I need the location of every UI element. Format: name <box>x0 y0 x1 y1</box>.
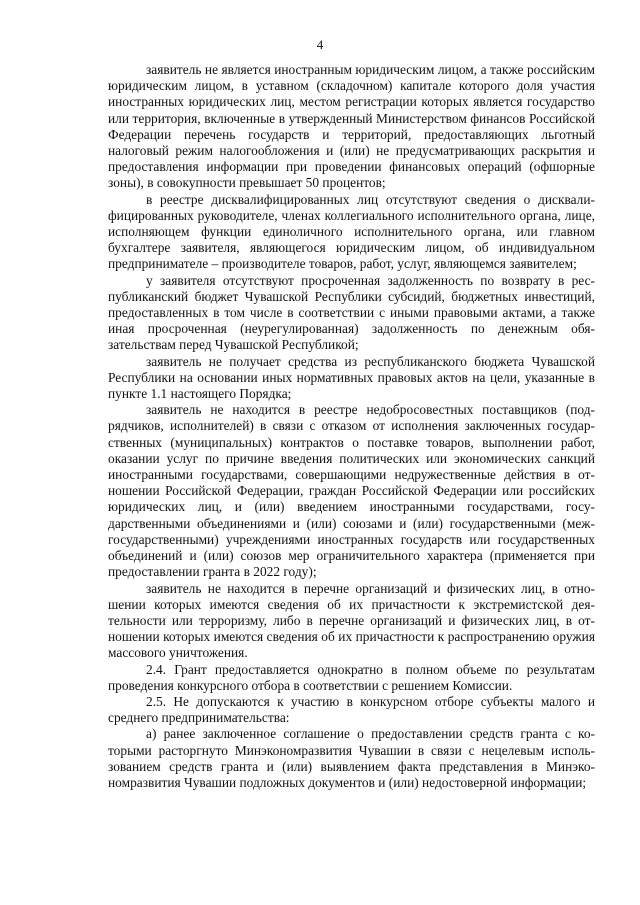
paragraph-5: заявитель не находится в реестре недобросовестных поставщиков (подрядчиков, исполнителей) в связи с отказом от исполнения заключенных государственных (муниципальных) контрактов о поставке товаров, выполнении работ, оказании услуг по причине введения политических или экономических санкций иностранными государствами, совершающими недружественные действия в отношении Российской Федерации, граждан Российской Федерации или российских юридических лиц, и (или) введением иностранными государствами, государственными объединениями и (или) союзами и (или) государственными (межгосударственными) учреждениями иностранных государств или государственных объединений и (или) союзов мер ограничительного характера (применяется при предоставлении гранта в 2022 году); <box>108 402 595 580</box>
paragraph-4: заявитель не получает средства из республиканского бюджета Чувашской Республики на основании иных нормативных правовых актов на цели, указанные в пункте 1.1 настоящего Порядка; <box>108 353 595 402</box>
paragraph-6: заявитель не находится в перечне организаций и физических лиц, в отношении которых имеются сведения об их причастности к экстремистской деятельности или терроризму, либо в перечне организаций и физических лиц, в отношении которых имеются сведения об их причастности к распространению оружия массового уничтожения. <box>108 580 595 661</box>
paragraph-3: у заявителя отсутствуют просроченная задолженность по возврату в республиканский бюджет Чувашской Республики субсидий, бюджетных инвестиций, предоставленных в том числе в соответствии с иными правовыми актами, а также иная просроченная (неурегулированная) задолженность по денежным обязательствам перед Чувашской Республикой; <box>108 272 595 353</box>
page-number: 4 <box>316 37 324 52</box>
paragraph-2: в реестре дисквалифицированных лиц отсутствуют сведения о дисквалифицированных руководителе, членах коллегиального исполнительного органа, лице, исполняющем функции единоличного исполнительного органа, или главном бухгалтере заявителя, являющегося юридическим лицом, об индивидуальном предпринимателе – производителе товаров, работ, услуг, являющемся заявителем; <box>108 191 595 272</box>
paragraph-1: заявитель не является иностранным юридическим лицом, а также российским юридическим лицом, в уставном (складочном) капитале которого доля участия иностранных юридических лиц, местом регистрации которых является государство или территория, включенные в утвержденный Министерством финансов Российской Федерации перечень государств и территорий, предоставляющих льготный налоговый режим налогообложения и (или) не предусматривающих раскрытия и предоставления информации при проведении финансовых операций (офшорные зоны), в совокупности превышает 50 процентов; <box>108 62 595 191</box>
document-body <box>108 62 595 791</box>
paragraph-8: 2.5. Не допускаются к участию в конкурсном отборе субъекты малого и среднего предпринимательства: <box>108 693 595 726</box>
paragraph-7: 2.4. Грант предоставляется однократно в полном объеме по результатам проведения конкурсного отбора в соответствии с решением Комиссии. <box>108 661 595 693</box>
paragraph-9: а) ранее заключенное соглашение о предоставлении средств гранта с которыми расторгнуто Минэкономразвития Чувашии в связи с нецелевым использованием средств гранта и (или) выявлением факта представления в Минэкономразвития Чувашии подложных документов и (или) недостоверной информации; <box>108 726 595 790</box>
